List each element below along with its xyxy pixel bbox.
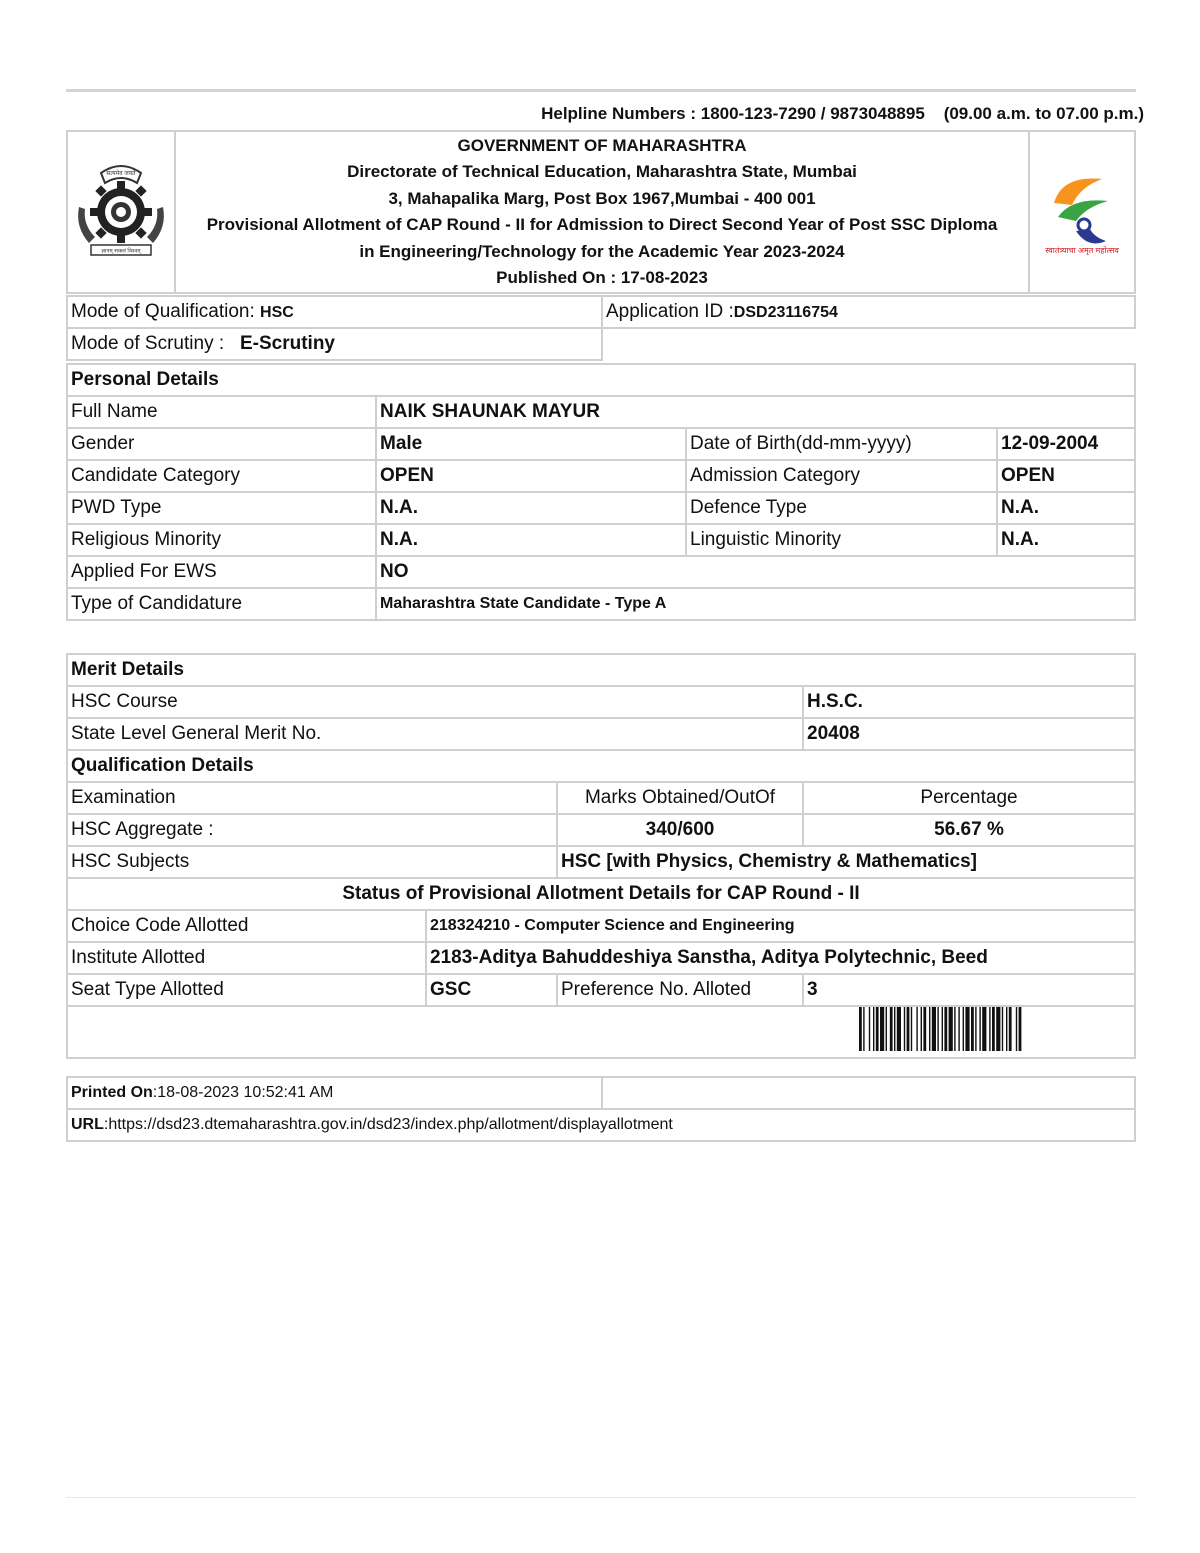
hsc-subjects-label: HSC Subjects xyxy=(67,846,557,878)
percentage-column-header: Percentage xyxy=(803,782,1135,814)
top-rule xyxy=(66,89,1136,92)
ews-label: Applied For EWS xyxy=(67,556,376,588)
gender-value: Male xyxy=(376,428,686,460)
admission-category-label: Admission Category xyxy=(686,460,997,492)
address-line: 3, Mahapalika Marg, Post Box 1967,Mumbai - 400 001 xyxy=(388,188,816,208)
qualification-details-heading: Qualification Details xyxy=(67,750,1135,782)
dob-label: Date of Birth(dd-mm-yyyy) xyxy=(686,428,997,460)
printed-on-value: :18-08-2023 10:52:41 AM xyxy=(152,1084,334,1101)
qualification-mode-value: HSC xyxy=(260,304,294,321)
institute-label: Institute Allotted xyxy=(67,942,426,974)
full-name-label: Full Name xyxy=(67,396,376,428)
govt-title: GOVERNMENT OF MAHARASHTRA xyxy=(457,135,747,155)
candidate-category-label: Candidate Category xyxy=(67,460,376,492)
preference-number-value: 3 xyxy=(803,974,1135,1006)
gender-label: Gender xyxy=(67,428,376,460)
hsc-course-label: HSC Course xyxy=(67,686,803,718)
examination-column-header: Examination xyxy=(67,782,557,814)
bottom-rule xyxy=(66,1497,1136,1498)
hsc-aggregate-label: HSC Aggregate : xyxy=(67,814,557,846)
directorate-title: Directorate of Technical Education, Maharashtra State, Mumbai xyxy=(347,162,857,181)
barcode xyxy=(857,1007,1107,1057)
dob-value: 12-09-2004 xyxy=(997,428,1135,460)
helpline-hours: (09.00 a.m. to 07.00 p.m.) xyxy=(943,104,1144,123)
scrutiny-mode-cell xyxy=(67,328,602,360)
pwd-type-value: N.A. xyxy=(376,492,686,524)
printed-on-label: Printed On xyxy=(71,1084,153,1101)
pwd-type-label: PWD Type xyxy=(67,492,376,524)
choice-code-value: 218324210 - Computer Science and Engineering xyxy=(426,910,1135,942)
application-table xyxy=(66,295,1136,361)
application-id-label: Application ID : xyxy=(606,301,734,322)
application-id-value: DSD23116754 xyxy=(733,304,838,321)
marks-column-header: Marks Obtained/OutOf xyxy=(557,782,803,814)
empty-cell xyxy=(602,328,1135,360)
religious-minority-value: N.A. xyxy=(376,524,686,556)
header-title-block xyxy=(175,131,1029,293)
application-id-cell xyxy=(602,296,1135,328)
allotment-title: Provisional Allotment of CAP Round - II for Admission to Direct Second Year of Post SSC Diploma xyxy=(206,215,998,234)
choice-code-label: Choice Code Allotted xyxy=(67,910,426,942)
azadi-logo-text: स्वातंत्र्याचा अमृत महोत्सव xyxy=(1045,246,1119,255)
seat-type-label: Seat Type Allotted xyxy=(67,974,426,1006)
print-info-table xyxy=(66,1076,1136,1142)
printed-on-cell xyxy=(67,1077,602,1109)
religious-minority-label: Religious Minority xyxy=(67,524,376,556)
scrutiny-mode-label: Mode of Scrutiny : xyxy=(71,333,225,354)
candidate-category-value: OPEN xyxy=(376,460,686,492)
ews-value: NO xyxy=(376,556,1135,588)
candidature-label: Type of Candidature xyxy=(67,588,376,620)
helpline xyxy=(541,104,1144,124)
institute-value: 2183-Aditya Bahuddeshiya Sanstha, Aditya Polytechnic, Beed xyxy=(426,942,1135,974)
merit-number-value: 20408 xyxy=(803,718,1135,750)
url-cell xyxy=(67,1109,1135,1141)
azadi-logo-cell xyxy=(1029,131,1135,293)
url-value: :https://dsd23.dtemaharashtra.gov.in/dsd23/index.php/allotment/displayallotment xyxy=(103,1116,673,1133)
hsc-course-value: H.S.C. xyxy=(803,686,1135,718)
preference-number-label: Preference No. Alloted xyxy=(557,974,803,1006)
url-label: URL xyxy=(71,1116,104,1133)
merit-details-heading: Merit Details xyxy=(67,654,1135,686)
defence-type-value: N.A. xyxy=(997,492,1135,524)
hsc-aggregate-percentage: 56.67 % xyxy=(803,814,1135,846)
qualification-mode-cell xyxy=(67,296,602,328)
hsc-subjects-value: HSC [with Physics, Chemistry & Mathematics] xyxy=(557,846,1135,878)
government-emblem-icon xyxy=(71,157,171,261)
qualification-mode-label: Mode of Qualification: xyxy=(71,301,261,322)
emblem-motto-text: ज्ञानम् सकलं विश्वम् xyxy=(101,248,141,255)
hsc-aggregate-marks: 340/600 xyxy=(557,814,803,846)
scrutiny-mode-value: E-Scrutiny xyxy=(239,333,335,354)
helpline-numbers: Helpline Numbers : 1800-123-7290 / 9873048895 xyxy=(541,104,925,123)
merit-allotment-table xyxy=(66,653,1136,1059)
academic-year-line: in Engineering/Technology for the Academic Year 2023-2024 xyxy=(359,241,845,261)
barcode-cell xyxy=(67,1006,1135,1058)
published-on: Published On : 17-08-2023 xyxy=(496,268,708,287)
emblem-top-text: सत्यमेव जयते xyxy=(106,171,136,177)
barcode-icon xyxy=(857,1007,1107,1051)
merit-number-label: State Level General Merit No. xyxy=(67,718,803,750)
seat-type-value: GSC xyxy=(426,974,557,1006)
full-name-value: NAIK SHAUNAK MAYUR xyxy=(376,396,1135,428)
allotment-status-heading: Status of Provisional Allotment Details for CAP Round - II xyxy=(67,878,1135,910)
personal-details-heading: Personal Details xyxy=(67,364,1135,396)
header-table xyxy=(66,130,1136,294)
personal-details-table xyxy=(66,363,1136,621)
admission-category-value: OPEN xyxy=(997,460,1135,492)
empty-print-cell xyxy=(602,1077,1135,1109)
linguistic-minority-value: N.A. xyxy=(997,524,1135,556)
defence-type-label: Defence Type xyxy=(686,492,997,524)
candidature-value: Maharashtra State Candidate - Type A xyxy=(376,588,1135,620)
maharashtra-emblem-cell xyxy=(67,131,175,293)
linguistic-minority-label: Linguistic Minority xyxy=(686,524,997,556)
azadi-ka-amrit-mahotsav-icon xyxy=(1032,157,1132,261)
